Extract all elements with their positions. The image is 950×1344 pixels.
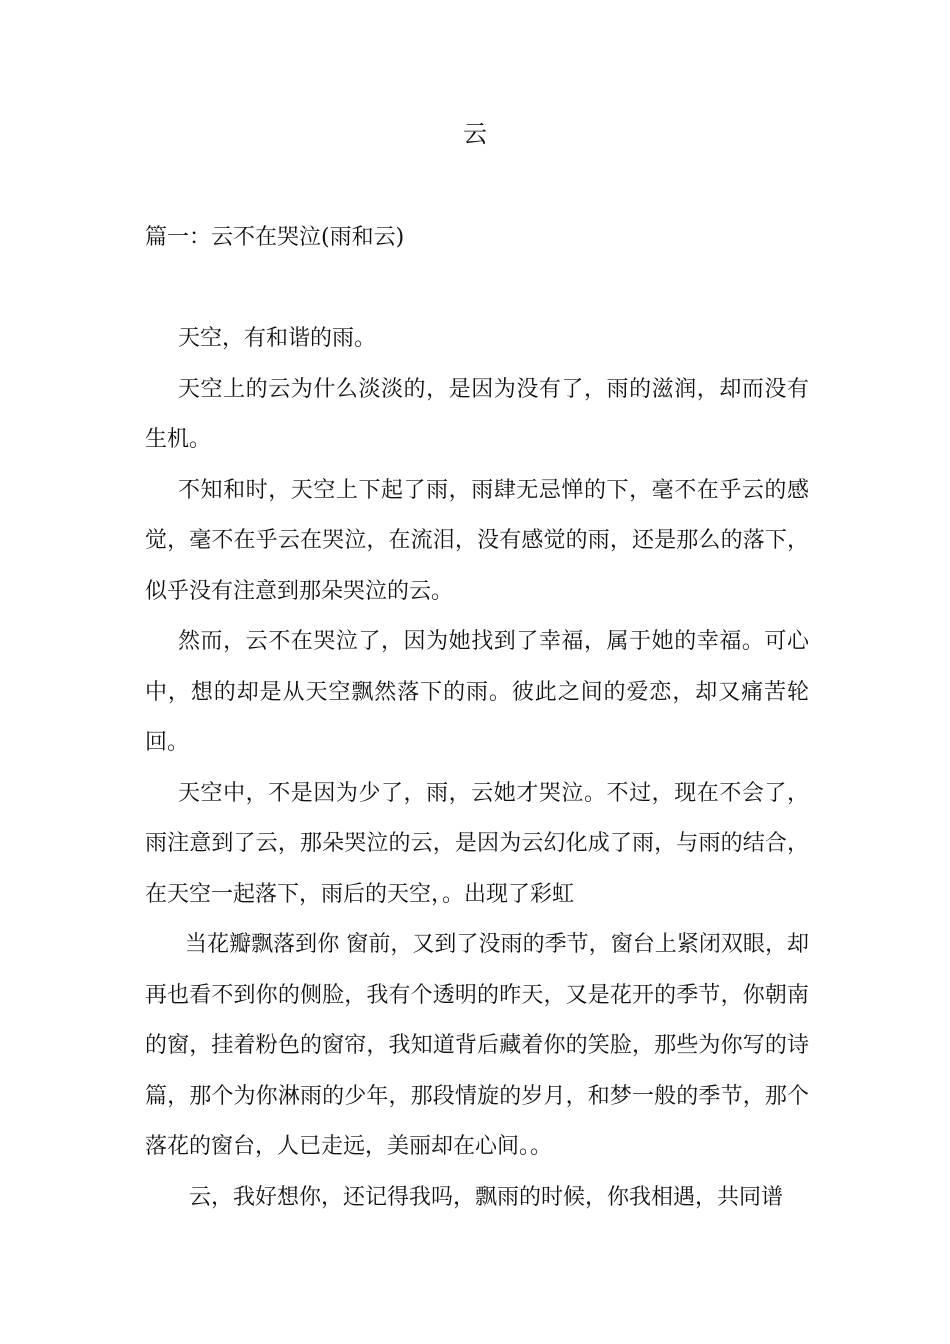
paragraph: 天空中，不是因为少了，雨，云她才哭泣。不过，现在不会了，雨注意到了云，那朵哭泣的云，是因为云幻化成了雨，与雨的结合，在天空一起落下，雨后的天空，。出现了彩虹 (145, 780, 809, 907)
paragraph: 天空，有和谐的雨。 (178, 326, 377, 351)
paragraph: 天空上的云为什么淡淡的，是因为没有了，雨的滋润，却而没有生机。 (145, 376, 809, 452)
paragraph: 然而，云不在哭泣了，因为她找到了幸福，属于她的幸福。可心中，想的却是从天空飘然落下的雨。彼此之间的爱恋，却又痛苦轮回。 (145, 629, 809, 755)
body-text (145, 314, 809, 1223)
paragraph: 不知和时，天空上下起了雨，雨肆无忌惮的下，毫不在乎云的感觉，毫不在乎云在哭泣，在流泪，没有感觉的雨，还是那么的落下，似乎没有注意到那朵哭泣的云。 (145, 477, 809, 604)
paragraph: 当花瓣飘落到你 窗前，又到了没雨的季节，窗台上紧闭双眼，却再也看不到你的侧脸，我有个透明的昨天，又是花开的季节，你朝南的窗，挂着粉色的窗帘，我知道背后藏着你的笑脸，那些为你写的诗篇，那个为你淋雨的少年，那段情旋的岁月，和梦一般的季节，那个落花的窗台，人已走远，美丽却在心间。。 (145, 932, 809, 1159)
section-heading: 篇一：云不在哭泣(雨和云) (145, 225, 405, 250)
paragraph: 云，我好想你，还记得我吗，飘雨的时候，你我相遇，共同谱 (189, 1184, 784, 1210)
document-title: 云 (463, 120, 487, 148)
